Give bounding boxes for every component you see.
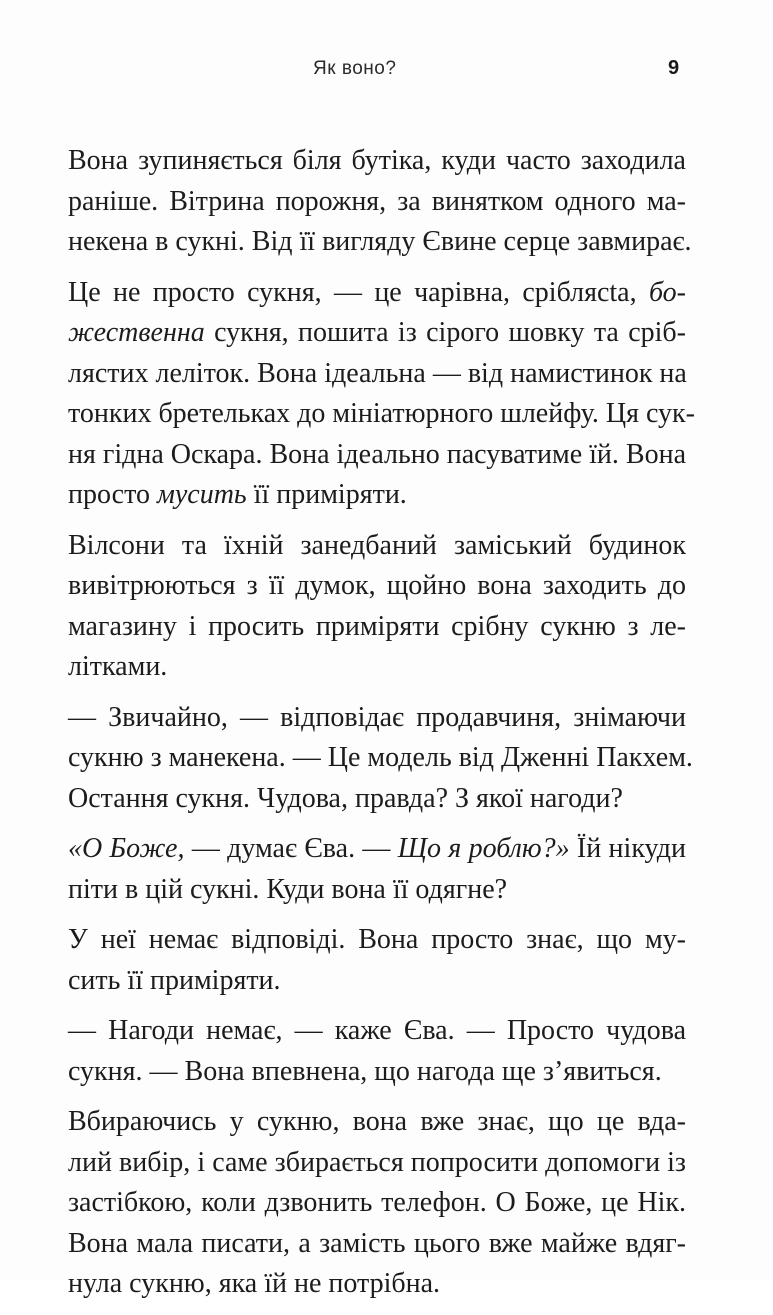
italic-text: «О Боже,	[68, 833, 185, 864]
paragraph	[68, 1102, 686, 1305]
text-line: просто мусить її приміряти.	[68, 479, 407, 510]
text-line: некена в сукні. Від її вигляду Євине серце завмирає.	[68, 226, 692, 257]
text-line: — Нагоди немає, — каже Єва. — Просто чудова	[68, 1015, 686, 1046]
text-line: Вона зупиняється біля бутіка, куди часто заходила	[68, 145, 686, 176]
italic-text: бо-	[648, 276, 686, 308]
paragraph	[68, 920, 686, 1001]
text-line: нула сукню, яка їй не потрібна.	[68, 1268, 441, 1299]
body-text	[68, 141, 695, 1315]
text-line: сить її приміряти.	[68, 964, 281, 996]
text-line: піти в цій сукні. Куди вона її одягне?	[68, 873, 508, 905]
text-line: «О Боже, — думає Єва. — Що я роблю?» Їй нікуди	[68, 833, 686, 864]
text-line: Це не просто сукня, — це чарівна, сріблясta, бо-	[68, 276, 686, 308]
running-head	[0, 58, 773, 88]
text-line: Вона мала писати, а замість цього вже майже вдяг-	[68, 1227, 686, 1259]
text-line: вивітрюються з її думок, щойно вона заходить до	[68, 570, 686, 601]
text-line: сукня. — Вона впевнена, що нагода ще з’явиться.	[68, 1055, 662, 1087]
paragraph	[68, 1011, 686, 1092]
page-number: 9	[668, 57, 680, 79]
text-line: ня гідна Оскара. Вона ідеально пасуватиме їй. Вона	[68, 438, 686, 470]
paragraph	[68, 526, 686, 688]
italic-text: мусить	[156, 479, 247, 510]
chapter-title: Як воно?	[313, 58, 397, 79]
italic-text: жественна	[68, 317, 205, 348]
text-line: лястих лелiток. Вона ідеальна — від намистинок на	[68, 357, 687, 389]
text-line: лiтками.	[68, 651, 168, 682]
text-line: магазину і просить приміряти срібну сукню з ле-	[68, 610, 686, 642]
text-line: застібкою, коли дзвонить телефон. О Боже, це Нік.	[68, 1187, 686, 1218]
text-line: лий вибір, і саме збирається попросити допомоги із	[68, 1146, 686, 1178]
text-line: раніше. Вітрина порожня, за винятком одного ма-	[68, 185, 686, 217]
text-line: жественна сукня, пошита із сірого шовку та сріб-	[68, 317, 686, 348]
paragraph	[68, 829, 686, 910]
text-line: — Звичайно, — відповідає продавчиня, знімаючи	[68, 701, 686, 733]
paragraph	[68, 273, 695, 516]
text-line: У неї немає відповіді. Вона просто знає, що му-	[68, 924, 686, 955]
text-line: Вілсони та їхній занедбаний заміський будинок	[68, 529, 686, 561]
italic-text: Що я роблю?»	[397, 833, 570, 864]
paragraph	[68, 141, 692, 263]
text-line: тонких бретельках до мініатюрного шлейфу. Ця сук-	[68, 398, 695, 429]
text-line: сукню з манекена. — Це модель від Дженні Пакхем.	[68, 742, 693, 773]
paragraph	[68, 698, 693, 820]
text-line: Остання сукня. Чудова, правда? З якої нагоди?	[68, 782, 623, 814]
text-line: Вбираючись у сукню, вона вже знає, що це вда-	[68, 1106, 686, 1137]
